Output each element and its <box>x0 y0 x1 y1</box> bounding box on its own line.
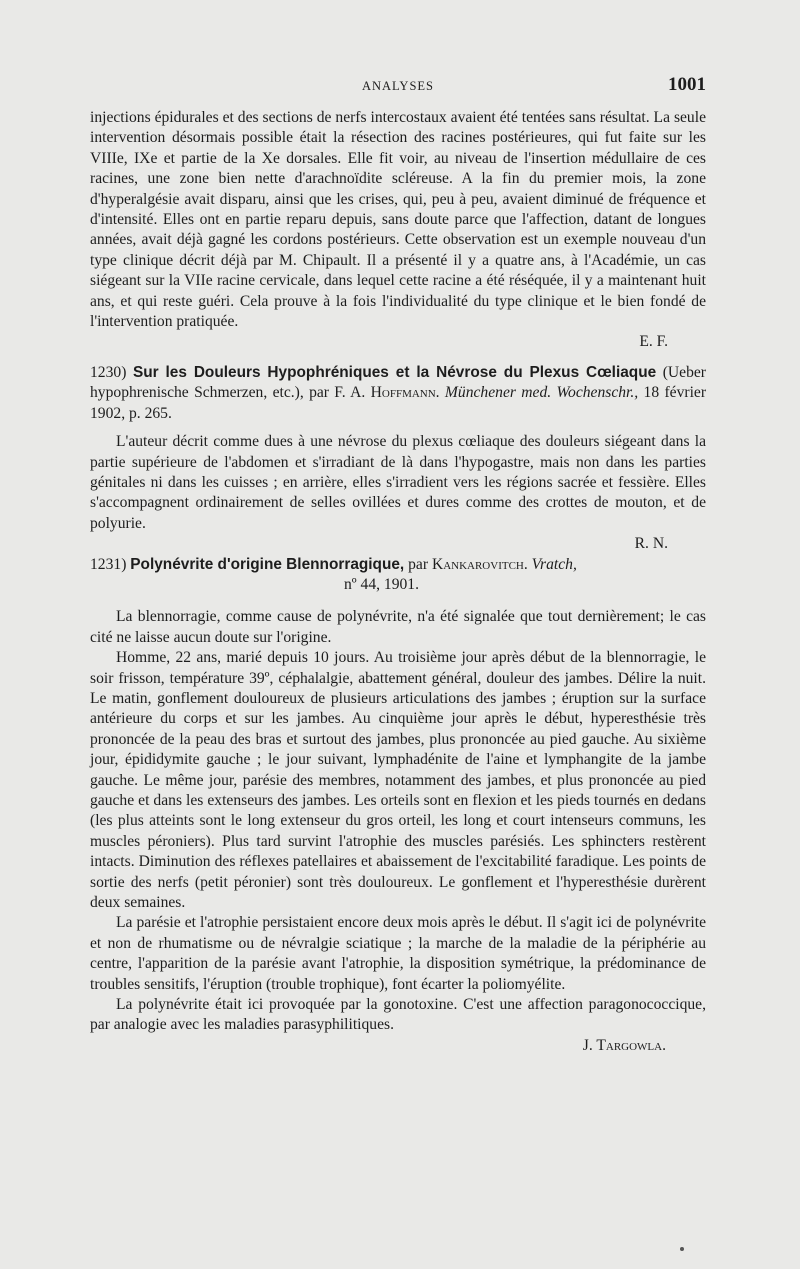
entry-1230-number: 1230) <box>90 363 127 381</box>
entry-1231-author: Kankarovitch. <box>431 555 528 573</box>
page-body <box>90 108 706 1056</box>
entry-1230-signature: R. N. <box>634 535 668 553</box>
entry-1230-heading <box>90 363 706 424</box>
page-number: 1001 <box>668 74 706 95</box>
entry-1231-paragraph-1: La blennorragie, comme cause de polynévrite, n'a été signalée que tout dernièrement; le cas cité ne laisse aucun doute sur l'origine. <box>90 608 706 646</box>
entry-1231 <box>90 555 706 1057</box>
entry-1231-title: Polynévrite d'origine Blennorragique, <box>130 555 405 573</box>
running-title: ANALYSES <box>361 79 435 93</box>
entry-1231-paragraph-3: La parésie et l'atrophie persistaient encore deux mois après le début. Il s'agit ici de polynévrite et non de rhumatisme ou de névralgie sciatique ; la marche de la maladie de la périphérie au centre, l'apparition de la parésie avant l'atrophie, la disposition symétrique, la prédominance de troubles sensitifs, l'éruption (trouble trophique), font écarter la poliomyélite. <box>90 914 706 993</box>
entry-1231-paragraph-4: La polynévrite était ici provoquée par la gonotoxine. C'est une affection paragonococcique, par analogie avec les maladies parasyphilitiques. <box>90 996 706 1034</box>
intro-paragraph: injections épidurales et des sections de nerfs intercostaux avaient été tentées sans résultat. La seule intervention désormais possible était la résection des racines postérieures, qui fut faite sur les VIIIe, IXe et partie de la Xe dorsales. Elle fit voir, au niveau de l'insertion médullaire de ces racines, une zone bien nette d'arachnoïdite scléreuse. A la fin du premier mois, la zone d'hyperalgésie avait disparu, ainsi que les crises, qui, peu à peu, avaient diminué de fréquence et d'intensité. Elles ont en partie reparu depuis, sans doute parce que l'affection, datant de longues années, avait déjà gagné les cordons postérieurs. Cette observation est un exemple nouveau d'un type clinique décrit déjà par M. Chipault. Il a présenté il y a quatre ans, à l'Académie, un cas siégeant sur la VIIe racine cervicale, dans lequel cette racine a été réséquée, il y a maintenant huit ans, et qui reste guéri. Cela prouve à la fois l'individualité du type clinique et le bien fondé de l'intervention pratiquée. <box>90 109 706 331</box>
entry-1230-subtitle: (Ueber hypophrenische Schmerzen, etc.), par F. A. <box>90 363 707 402</box>
entry-1231-source: Vratch, <box>531 555 577 573</box>
entry-1231-heading <box>90 555 706 575</box>
entry-1230 <box>90 363 706 555</box>
entry-1230-paragraph: L'auteur décrit comme dues à une névrose du plexus cœliaque des douleurs siégeant dans la partie supérieure de l'abdomen et s'irradiant de là dans l'hypogastre, mais non dans les parties génitales ni dans les cuisses ; en arrière, elles s'irradient vers les régions sacrée et fessière. Elles s'accompagnent ordinairement de selles ovillées et dures comme des crottes de mouton, et de polyurie. <box>90 433 706 532</box>
entry-1231-paragraph-2: Homme, 22 ans, marié depuis 10 jours. Au troisième jour après début de la blennorragie, le soir frisson, température 39º, céphalalgie, abattement général, douleur des jambes. Délire la nuit. Le matin, gonflement douloureux de plusieurs articulations des jambes ; éruption sur la surface antérieure du corps et sur les jambes. Au cinquième jour après le début, hyperesthésie très prononcée de la peau des bras et surtout des jambes, plus prononcée au pied gauche. Au sixième jour, épididymite gauche ; le jour suivant, lymphadénite de l'aine et lymphangite de la jambe gauche. Le même jour, parésie des membres, notamment des jambes, et plus prononcée au pied gauche et dans les extenseurs des jambes. Les orteils sont en flexion et les pieds tournés en dedans (les plus atteints sont le long extenseur du gros orteil, les long et court intenseurs communs, les muscles péroniers). Plus tard survint l'atrophie des muscles parésiés. Les sphincters restèrent intacts. Diminution des réflexes patellaires et abaissement de l'excitabilité faradique. Les points de sortie des nerfs (petit péronier) sont très douloureux. Le gonflement et l'hyperesthésie durèrent deux semaines. <box>90 649 706 912</box>
entry-1230-title: Sur les Douleurs Hypophréniques et la Névrose du Plexus Cœliaque <box>132 363 657 381</box>
entry-1231-number: 1231) <box>90 555 127 573</box>
ink-speck <box>680 1247 684 1251</box>
entry-1230-date: 18 février 1902, p. 265. <box>90 384 707 422</box>
entry-1231-by: par <box>408 555 429 573</box>
entry-1231-issue: nº 44, 1901. <box>344 575 420 593</box>
entry-1230-author: Hoffmann. <box>370 384 440 402</box>
entry-1231-signature: J. Targowla. <box>582 1036 666 1054</box>
intro-signature: E. F. <box>639 333 668 351</box>
entry-1230-source: Münchener med. Wochenschr., <box>444 384 639 402</box>
page-header <box>90 74 706 98</box>
